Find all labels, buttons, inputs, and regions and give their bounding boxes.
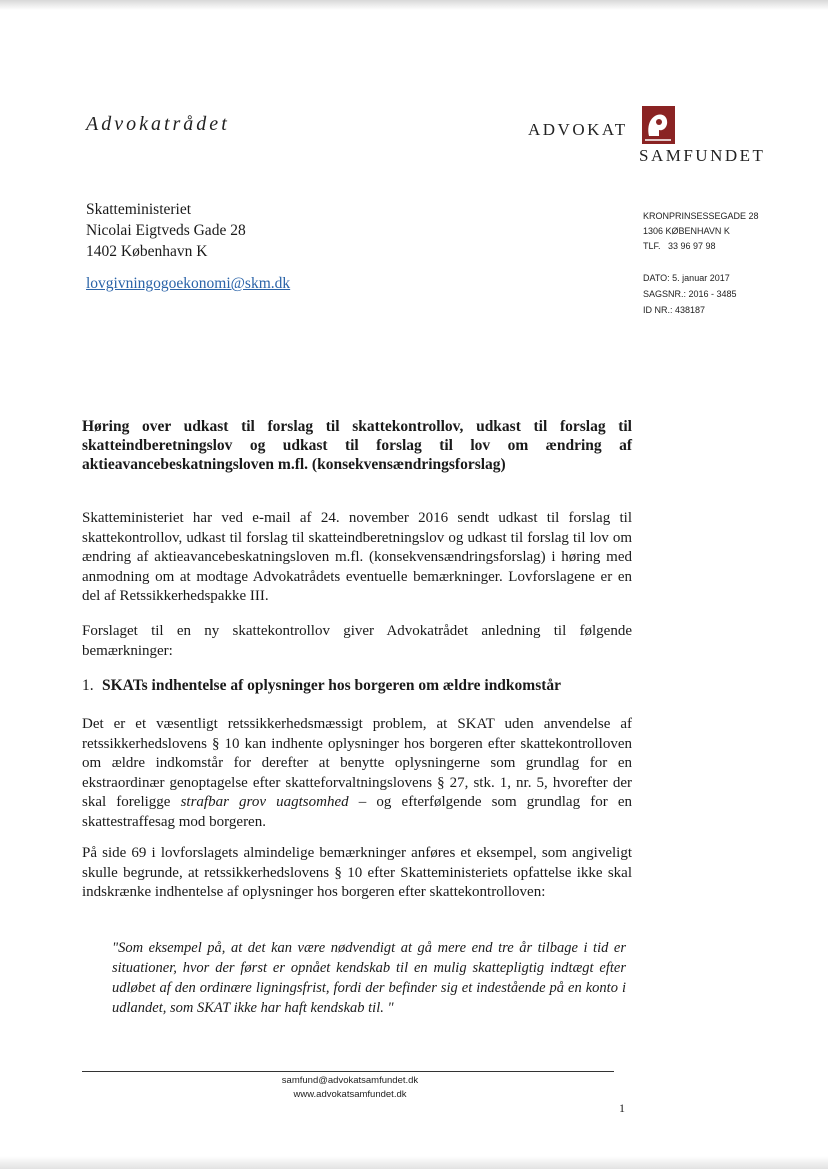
- letter-date: DATO: 5. januar 2017: [643, 273, 730, 283]
- paragraph-text-part2: – og efterfølgende som grundlag for en skattestraffesag mod borgeren.: [82, 794, 632, 830]
- id-number: ID NR.: 438187: [643, 305, 706, 315]
- sender-city: 1306 KØBENHAVN K: [643, 226, 730, 236]
- recipient-name: Skatteministeriet: [86, 201, 192, 218]
- case-number: SAGSNR.: 2016 - 3485: [643, 289, 737, 299]
- advokatsamfundet-emblem-icon: [637, 106, 679, 144]
- section-heading-1: [82, 677, 561, 695]
- footer-contact: [0, 1074, 700, 1102]
- page-number: 1: [619, 1101, 625, 1115]
- body-paragraph-intro: Skatteministeriet har ved e-mail af 24. november 2016 sendt udkast til forslag til skattekontrollov, udkast til forslag til skatteindberetningslov og udkast til forslag til lov om ændring af aktieavancebeskatningsloven m.fl. (konsekvensændringsforslag) i høring med anmodning om at modtage Advokatrådets eventuelle bemærkninger. Lovforslagene er en del af Retssikkerhedspakke III.: [82, 510, 632, 604]
- sender-street: KRONPRINSESSEGADE 28: [643, 211, 759, 221]
- sender-phone: TLF. 33 96 97 98: [643, 241, 716, 251]
- sender-name: Advokatrådet: [86, 113, 230, 135]
- paragraph-emphasis: strafbar grov uagtsomhed: [180, 794, 349, 810]
- section-number: 1.: [82, 677, 94, 694]
- sender-address: [643, 209, 759, 254]
- quoted-example: "Som eksempel på, at det kan være nødvendigt at gå mere end tre år tilbage i tid er situationer, hvor der først er opnået kendskab til en mulig skattepligtig indtægt efter udløbet af den ordinære ligningsfrist, fordi der befinder sig et indestående på en konto i udlandet, som SKAT ikke har haft kendskab til. ": [112, 940, 626, 1016]
- body-paragraph-remarks: Forslaget til en ny skattekontrollov giver Advokatrådet anledning til følgende bemærkninger:: [82, 623, 632, 659]
- recipient-email-link[interactable]: lovgivningogoekonomi@skm.dk: [86, 275, 291, 292]
- advokatsamfundet-logo: [528, 106, 788, 166]
- footer-divider: [82, 1071, 614, 1072]
- logo-text-bottom: SAMFUNDET: [639, 146, 766, 165]
- letter-meta: [643, 270, 737, 318]
- body-paragraph-problem: [82, 715, 632, 832]
- scan-edge-bottom: [0, 1156, 828, 1169]
- recipient-city: 1402 København K: [86, 243, 208, 260]
- paragraph-text-part1: Det er et væsentligt retssikkerhedsmæssigt problem, at SKAT uden anvendelse af retssikkerhedslovens § 10 kan indhente oplysninger hos borgeren efter skattekontrolloven om ældre indkomstår for derefter at benytte oplysningerne som grundlag for en ekstraordinær genoptagelse efter skatteforvaltningslovens § 27, stk. 1, nr. 5, hvorefter der skal foreligge: [82, 716, 632, 810]
- recipient-street: Nicolai Eigtveds Gade 28: [86, 222, 246, 239]
- logo-text-top: ADVOKAT: [528, 120, 628, 139]
- section-title: SKATs indhentelse af oplysninger hos borgeren om ældre indkomstår: [102, 677, 562, 694]
- footer-website: www.advokatsamfundet.dk: [293, 1089, 407, 1100]
- recipient-address: [86, 199, 246, 262]
- footer-email: samfund@advokatsamfundet.dk: [281, 1075, 419, 1086]
- letter-subject: Høring over udkast til forslag til skattekontrollov, udkast til forslag til skatteindberetningslov og udkast til forslag til lov om ændring af aktieavancebeskatningsloven m.fl. (konsekvensændringsforslag): [82, 418, 632, 473]
- body-paragraph-example: På side 69 i lovforslagets almindelige bemærkninger anføres et eksempel, som angiveligt skulle begrunde, at retssikkerhedslovens § 10 efter Skatteministeriets opfattelse ikke skal indskrænke indhentelse af oplysninger hos borgeren efter skattekontrolloven:: [82, 845, 632, 900]
- scan-edge-top: [0, 0, 828, 10]
